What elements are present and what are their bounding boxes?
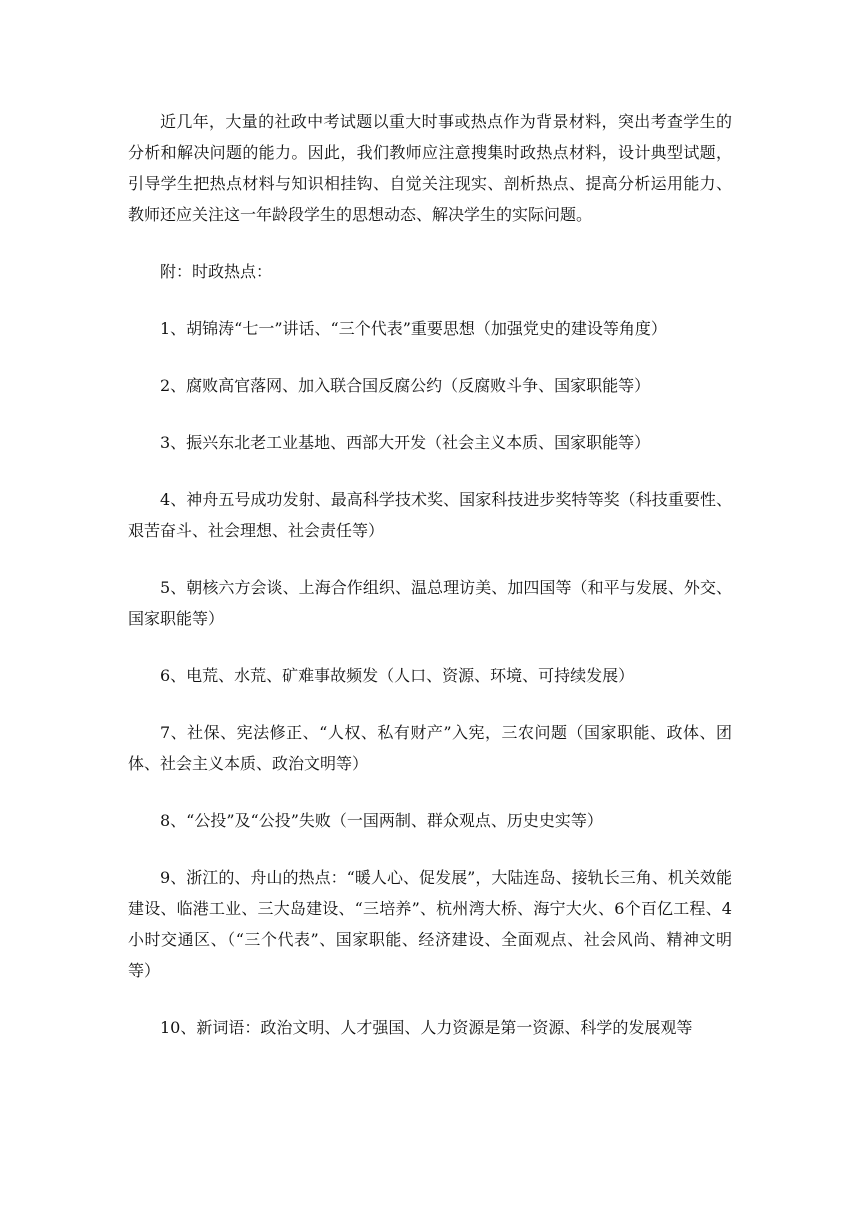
hotspot-item-4: 4、神舟五号成功发射、最高科学技术奖、国家科技进步奖特等奖（科技重要性、艰苦奋斗、社会理想、社会责任等） [128,490,732,540]
hotspot-item-6: 6、电荒、水荒、矿难事故频发（人口、资源、环境、可持续发展） [160,666,635,685]
hotspot-item-2: 2、腐败高官落网、加入联合国反腐公约（反腐败斗争、国家职能等） [160,376,651,395]
appendix-heading: 附：时政热点： [160,262,273,281]
hotspot-item-10: 10、新词语：政治文明、人才强国、人力资源是第一资源、科学的发展观等 [160,1018,693,1037]
hotspot-item-3: 3、振兴东北老工业基地、西部大开发（社会主义本质、国家职能等） [160,433,651,452]
hotspot-item-9: 9、浙江的、舟山的热点：“暖人心、促发展”，大陆连岛、接轨长三角、机关效能建设、临港工业、三大岛建设、“三培养”、杭州湾大桥、海宁大火、6个百亿工程、4小时交通区、（“三个代表”、国家职能、经济建设、全面观点、社会风尚、精神文明等） [128,868,732,980]
document-page [128,106,732,1069]
hotspot-item-1: 1、胡锦涛“七一”讲话、“三个代表”重要思想（加强党史的建设等角度） [160,319,667,338]
hotspot-item-8: 8、“公投”及“公投”失败（一国两制、群众观点、历史史实等） [160,811,603,830]
hotspot-item-7: 7、社保、宪法修正、“人权、私有财产”入宪，三农问题（国家职能、政体、团体、社会主义本质、政治文明等） [128,723,732,773]
hotspot-item-5: 5、朝核六方会谈、上海合作组织、温总理访美、加四国等（和平与发展、外交、国家职能等） [128,578,732,628]
intro-paragraph: 近几年，大量的社政中考试题以重大时事或热点作为背景材料，突出考查学生的分析和解决问题的能力。因此，我们教师应注意搜集时政热点材料，设计典型试题，引导学生把热点材料与知识相挂钩、自觉关注现实、剖析热点、提高分析运用能力、教师还应关注这一年龄段学生的思想动态、解决学生的实际问题。 [128,112,732,224]
